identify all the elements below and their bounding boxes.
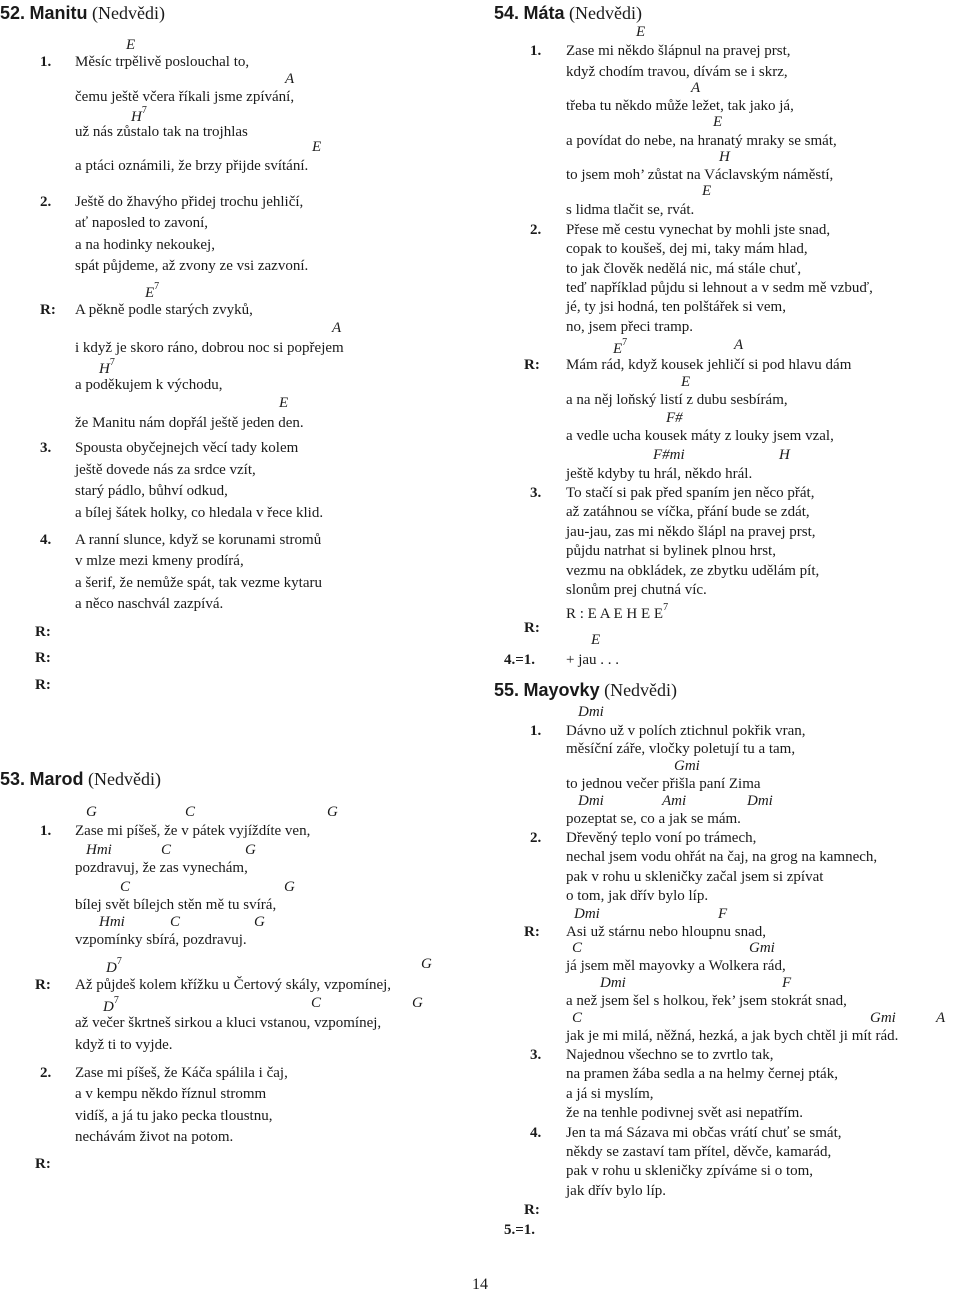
lyric-line: a v kempu někdo říznul stromm	[75, 1086, 267, 1102]
page-number: 14	[472, 1276, 488, 1293]
chord-root: E	[145, 285, 155, 301]
chord: Dmi	[600, 975, 626, 991]
verse-label: 4.=1.	[504, 652, 536, 668]
chord: A	[332, 320, 342, 336]
song-number: 52.	[0, 3, 26, 23]
lyric-line: Zase mi píšeš, že Káča spálila i čaj,	[75, 1065, 288, 1081]
chord-root: D	[103, 999, 114, 1015]
lyric-line: a bílej šátek holky, co hledala v řece klid.	[75, 505, 324, 521]
chord: Dmi	[747, 793, 773, 809]
lyric-line: spát půjdeme, až zvony ze vsi zazvoní.	[75, 258, 309, 274]
lyric-line: to jednou večer přišla paní Zima	[566, 776, 761, 792]
lyric-line: Přese mě cestu vynechat by mohli jste snad,	[566, 222, 831, 238]
chord: G	[86, 804, 97, 820]
refrain-label: R:	[35, 624, 51, 640]
chord: C	[311, 995, 322, 1011]
chord: C	[120, 879, 131, 895]
chord: G	[254, 914, 265, 930]
chord: E	[702, 183, 712, 199]
lyric-line: nechávám život na potom.	[75, 1129, 234, 1145]
chord-superscript: 7	[116, 956, 122, 967]
chord: E	[312, 139, 322, 155]
chord-root: E	[613, 341, 623, 357]
lyric-line: bílej svět bílejch stěn mě tu svírá,	[75, 897, 277, 913]
song-name: Máta	[523, 3, 565, 23]
lyric-line: Dávno už v polích ztichnul pokřik vran,	[566, 723, 806, 739]
lyric-line: jak dřív bylo líp.	[566, 1183, 666, 1199]
lyric-line: A pěkně podle starých zvyků,	[75, 302, 253, 318]
chord: C	[572, 1010, 583, 1026]
lyric-line: vzpomínky sbírá, pozdravuj.	[75, 932, 247, 948]
song-title	[0, 768, 161, 790]
chord-superscript: 7	[622, 337, 628, 348]
refrain-label: R:	[524, 1202, 540, 1218]
chord-superscript: 7	[113, 995, 119, 1006]
verse-label: 3.	[530, 1047, 542, 1063]
song-title	[494, 2, 642, 24]
chord-superscript: 7	[154, 281, 160, 292]
lyric-line: teď například půjdu si lehnout a v sedm mě vzbuď,	[566, 280, 873, 296]
chord-superscript: 7	[141, 105, 147, 116]
lyric-line: měsíční záře, vločky poletují tu a tam,	[566, 741, 796, 757]
chord: F#	[666, 410, 683, 426]
lyric-line: a poděkujem k východu,	[75, 377, 223, 393]
lyric-line: a ptáci oznámili, že brzy přijde svítání.	[75, 158, 309, 174]
chord: C	[170, 914, 181, 930]
lyric-line: třeba tu někdo může ležet, tak jako já,	[566, 98, 794, 114]
lyric-line: a vedle ucha kousek máty z louky jsem vzal,	[566, 428, 834, 444]
lyric-line: a než jsem šel s holkou, řek’ jsem stokrát snad,	[566, 993, 847, 1009]
lyric-line: jak je mi milá, něžná, hezká, a jak bych chtěl ji mít rád.	[566, 1028, 899, 1044]
song-name: Mayovky	[523, 680, 600, 700]
chord	[613, 337, 627, 357]
verse-label: 3.	[40, 440, 52, 456]
chord: A	[691, 80, 701, 96]
chord: Dmi	[574, 906, 600, 922]
lyric-line: na pramen žába sedla a na helmy černej pták,	[566, 1066, 838, 1082]
lyric-line: To stačí si pak před spaním jen něco přát,	[566, 485, 815, 501]
refrain-label: R:	[524, 620, 540, 636]
song-number: 54.	[494, 3, 520, 23]
chord	[145, 281, 159, 301]
chord: F#mi	[653, 447, 685, 463]
chord-superscript: 7	[109, 357, 115, 368]
song-title	[494, 679, 677, 701]
lyric-line: Měsíc trpělivě poslouchal to,	[75, 54, 250, 70]
refrain-label: R:	[40, 302, 56, 318]
verse-label: 1.	[40, 823, 52, 839]
song-title	[0, 2, 165, 24]
chord-root: H	[99, 361, 110, 377]
chord: E	[591, 632, 601, 648]
lyric-line: pak v rohu u skleničky začal jsem si zpívat	[566, 869, 824, 885]
chord: A	[936, 1010, 946, 1026]
chord: H	[779, 447, 790, 463]
song-author: (Nedvědi)	[88, 769, 161, 789]
lyric-line: Spousta obyčejnejch věcí tady kolem	[75, 440, 299, 456]
refrain-label: R:	[35, 677, 51, 693]
lyric-line: když ti to vyjde.	[75, 1037, 173, 1053]
verse-label: 1.	[530, 43, 542, 59]
refrain-label: R:	[524, 357, 540, 373]
chord: A	[285, 71, 295, 87]
refrain-label: R:	[524, 924, 540, 940]
lyric-line: copak to koušeš, dej mi, taky mám hlad,	[566, 241, 808, 257]
verse-label: 3.	[530, 485, 542, 501]
song-number: 55.	[494, 680, 520, 700]
lyric-line: Ještě do žhavýho přidej trochu jehličí,	[75, 194, 304, 210]
chord	[103, 995, 119, 1015]
chord: Gmi	[749, 940, 775, 956]
lyric-line: Asi už stárnu nebo hloupnu snad,	[566, 924, 766, 940]
chord: C	[161, 842, 172, 858]
lyric-line: pozdravuj, že zas vynechám,	[75, 860, 248, 876]
lyric-line: Mám rád, když kousek jehličí si pod hlavu dám	[566, 357, 852, 373]
lyric-line: o tom, jak dřív bylo líp.	[566, 888, 709, 904]
lyric-line: až zatáhnou se víčka, přání bude se zdát,	[566, 504, 810, 520]
chord: Hmi	[99, 914, 125, 930]
lyric-line: to jak člověk nedělá nic, má stále chuť,	[566, 261, 802, 277]
lyric-line: Zase mi píšeš, že v pátek vyjíždíte ven,	[75, 823, 311, 839]
lyric-line: že Manitu nám dopřál ještě jeden den.	[75, 415, 304, 431]
verse-label: 4.	[40, 532, 52, 548]
lyric-line: s lidma tlačit se, rvát.	[566, 202, 695, 218]
chord-sequence-text: R : E A E H E E	[566, 606, 664, 622]
lyric-line: až večer škrtneš sirkou a kluci vstanou, vzpomínej,	[75, 1015, 382, 1031]
verse-label: 1.	[530, 723, 542, 739]
chord: Dmi	[578, 704, 604, 720]
chord: E	[279, 395, 289, 411]
lyric-line: v mlze mezi kmeny prodírá,	[75, 553, 244, 569]
lyric-line: nechal jsem vodu ohřát na čaj, na grog na kamnech,	[566, 849, 878, 865]
chord: F	[718, 906, 728, 922]
verse-label: 2.	[40, 194, 52, 210]
song-author: (Nedvědi)	[569, 3, 643, 23]
lyric-line: čemu ještě včera říkali jsme zpívání,	[75, 89, 295, 105]
lyric-line: ještě kdyby tu hrál, někdo hrál.	[566, 466, 753, 482]
chord: E	[713, 114, 723, 130]
song-name: Marod	[29, 769, 84, 789]
lyric-line: Jen ta má Sázava mi občas vrátí chuť se smát,	[566, 1125, 842, 1141]
chord	[131, 105, 147, 125]
chord: G	[327, 804, 338, 820]
verse-label: 4.	[530, 1125, 542, 1141]
chord: C	[572, 940, 583, 956]
verse-label: 2.	[40, 1065, 52, 1081]
lyric-line: pak v rohu u skleničky zpíváme si o tom,	[566, 1163, 814, 1179]
lyric-line: Dřevěný teplo voní po trámech,	[566, 830, 757, 846]
lyric-line: Zase mi někdo šlápnul na pravej prst,	[566, 43, 791, 59]
lyric-line: A ranní slunce, když se korunami stromů	[75, 532, 322, 548]
chord: C	[185, 804, 196, 820]
lyric-line: to jsem moh’ zůstat na Václavským náměstí,	[566, 167, 834, 183]
lyric-line: no, jsem přeci tramp.	[566, 319, 694, 335]
chord: Dmi	[578, 793, 604, 809]
chord: G	[284, 879, 295, 895]
song-name: Manitu	[29, 3, 88, 23]
verse-label: 5.=1.	[504, 1222, 536, 1238]
lyric-line: já jsem měl mayovky a Wolkera rád,	[566, 958, 786, 974]
lyric-line: a na hodinky nekoukej,	[75, 237, 215, 253]
lyric-line: a na něj loňský listí z dubu sesbírám,	[566, 392, 788, 408]
lyric-line: že na tenhle podivnej svět asi nepatřím.	[566, 1105, 804, 1121]
verse-label: 2.	[530, 222, 542, 238]
chord	[106, 956, 122, 976]
refrain-label: R:	[35, 1156, 51, 1172]
chord: E	[636, 24, 646, 40]
chord: Ami	[662, 793, 687, 809]
song-author: (Nedvědi)	[92, 3, 165, 23]
chord: Hmi	[86, 842, 112, 858]
refrain-label: R:	[35, 650, 51, 666]
lyric-line: ještě dovede nás za srdce vzít,	[75, 462, 256, 478]
lyric-line: někdy se zastaví tam přítel, děvče, kamarád,	[566, 1144, 832, 1160]
chord: F	[782, 975, 792, 991]
lyric-line: Najednou všechno se to zvrtlo tak,	[566, 1047, 774, 1063]
chord: Gmi	[674, 758, 700, 774]
chord-root: H	[131, 109, 142, 125]
chord-superscript: 7	[663, 602, 669, 613]
lyric-line: už nás zůstalo tak na trojhlas	[75, 124, 248, 140]
lyric-line: a něco naschvál zazpívá.	[75, 596, 224, 612]
lyric-line: když chodím travou, dívám se i skrz,	[566, 64, 788, 80]
lyric-line: i když je skoro ráno, dobrou noc si popřejem	[75, 340, 344, 356]
lyric-line: jau-jau, zas mi někdo šlápl na pravej prst,	[566, 524, 816, 540]
song-number: 53.	[0, 769, 26, 789]
lyric-line: ať naposled to zavoní,	[75, 215, 209, 231]
chord: E	[126, 37, 136, 53]
chord	[99, 357, 115, 377]
lyric-line: starý pádlo, bůhví odkud,	[75, 483, 228, 499]
chord: G	[421, 956, 432, 972]
lyric-line: a já si myslím,	[566, 1086, 654, 1102]
lyric-line: a šerif, že nemůže spát, tak vezme kytaru	[75, 575, 322, 591]
chord: E	[681, 374, 691, 390]
lyric-line: slonům prej chutná víc.	[566, 582, 707, 598]
refrain-chord-sequence	[566, 601, 668, 623]
lyric-line: + jau . . .	[566, 652, 620, 668]
chord: G	[245, 842, 256, 858]
lyric-line: půjdu natrhat si bylinek plnou hrst,	[566, 543, 776, 559]
lyric-line: a povídat do nebe, na hranatý mraky se smát,	[566, 133, 837, 149]
song-author: (Nedvědi)	[604, 680, 678, 700]
lyric-line: Až půjdeš kolem křížku u Čertový skály, vzpomínej,	[75, 977, 392, 993]
lyric-line: vezmu na obkládek, ze zbytku udělám pít,	[566, 563, 820, 579]
chord: G	[412, 995, 423, 1011]
chord: H	[719, 149, 730, 165]
chord-root: D	[106, 960, 117, 976]
refrain-label: R:	[35, 977, 51, 993]
verse-label: 2.	[530, 830, 542, 846]
lyric-line: pozeptat se, co a jak se mám.	[566, 811, 741, 827]
lyric-line: jé, ty jsi hodná, ten polštářek si vem,	[566, 299, 786, 315]
verse-label: 1.	[40, 54, 52, 70]
chord: Gmi	[870, 1010, 896, 1026]
lyric-line: vidíš, a já tu jako pecka tloustnu,	[75, 1108, 273, 1124]
chord: A	[734, 337, 744, 353]
